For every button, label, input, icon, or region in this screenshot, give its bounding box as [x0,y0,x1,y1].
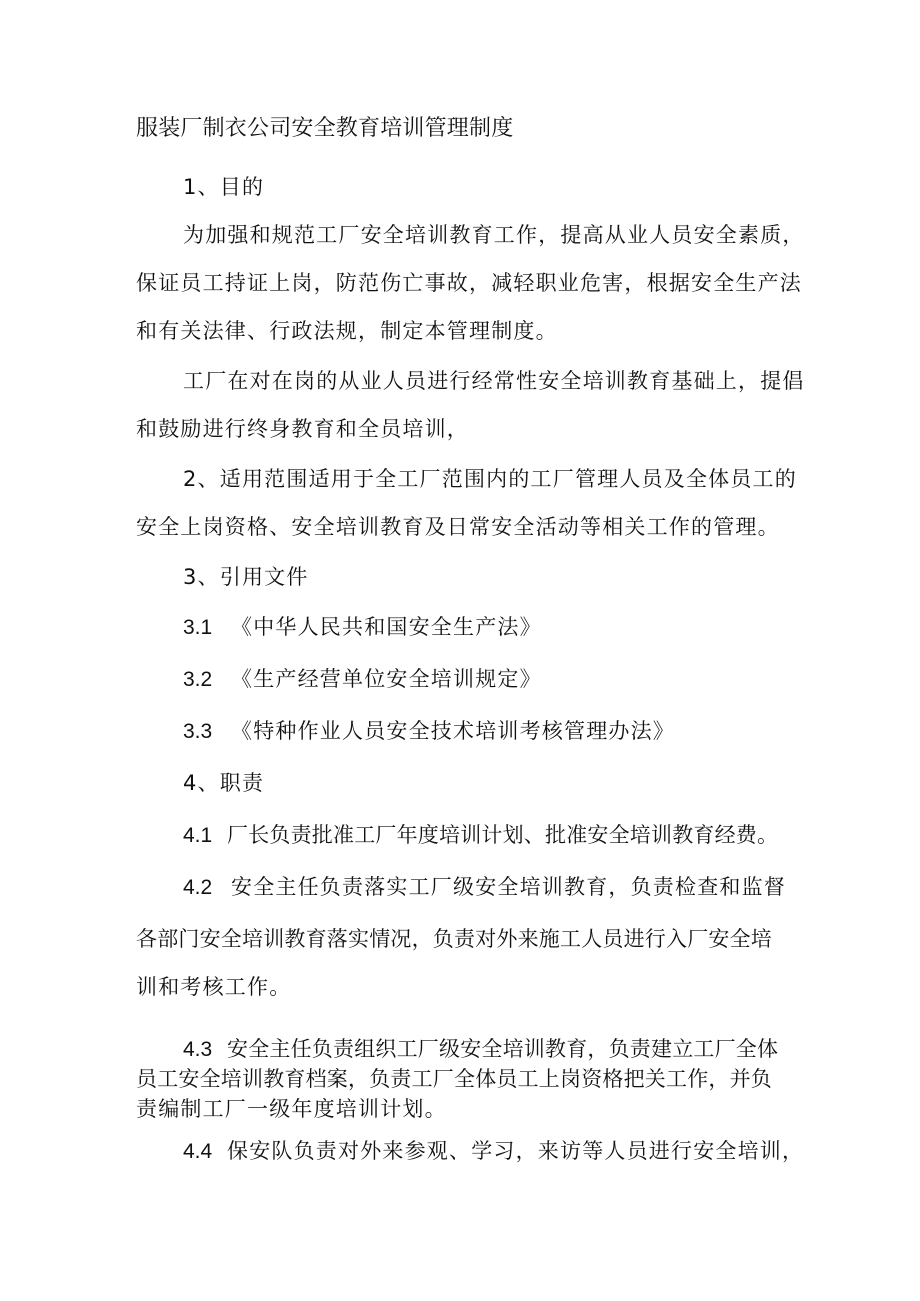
section-1-paragraph-2-line-2: 和鼓励进行终身教育和全员培训， [136,417,469,441]
reference-item-3-1 [183,612,796,643]
duty-number: 4.4 [183,1140,213,1163]
duty-item-4-1 [183,820,796,851]
reference-number: 3.2 [183,668,213,691]
duty-item-4-2-line-3: 训和考核工作。 [136,975,292,999]
duty-item-4-3-line-2: 员工安全培训教育档案，负责工厂全体员工上岗资格把关工作，并负 [136,1067,772,1091]
reference-item-3-2 [183,664,796,695]
section-1-paragraph-1-line-1: 为加强和规范工厂安全培训教育工作，提高从业人员安全素质， [183,223,805,247]
duty-item-4-3-line-1 [183,1034,796,1065]
duty-number: 4.1 [183,824,213,847]
duty-item-4-3-line-3: 责编制工厂一级年度培训计划。 [136,1097,447,1121]
duty-text: 安全主任负责组织工厂级安全培训教育，负责建立工厂全体 [227,1037,779,1061]
duty-item-4-2-line-2: 各部门安全培训教育落实情况，负责对外来施工人员进行入厂安全培 [136,927,772,951]
duty-number: 4.2 [183,876,213,899]
section-2-line-2: 安全上岗资格、安全培训教育及日常安全活动等相关工作的管理。 [136,515,780,539]
section-4-heading: 4、职责 [183,771,265,795]
duty-item-4-4 [183,1136,805,1167]
duty-text: 安全主任负责落实工厂级安全培训教育，负责检查和监督 [231,875,786,899]
reference-number: 3.1 [183,616,213,639]
reference-title: 《中华人民共和国安全生产法》 [231,615,542,639]
section-1-paragraph-1-line-3: 和有关法律、行政法规，制定本管理制度。 [136,319,558,343]
reference-title: 《特种作业人员安全技术培训考核管理办法》 [231,719,675,743]
reference-item-3-3 [183,716,796,747]
reference-title: 《生产经营单位安全培训规定》 [231,667,542,691]
duty-item-4-2-line-1 [183,872,796,903]
reference-number: 3.3 [183,720,213,743]
document-title: 服装厂制衣公司安全教育培训管理制度 [136,116,514,141]
section-2-line-1: 2、适用范围适用于全工厂范围内的工厂管理人员及全体员工的 [183,467,797,491]
section-1-paragraph-2-line-1: 工厂在对在岗的从业人员进行经常性安全培训教育基础上，提倡 [183,369,805,393]
duty-number: 4.3 [183,1038,213,1061]
section-1-paragraph-1-line-2: 保证员工持证上岗，防范伤亡事故，减轻职业危害，根据安全生产法 [136,271,802,295]
duty-text: 保安队负责对外来参观、学习，来访等人员进行安全培训， [227,1139,805,1163]
section-1-heading: 1、目的 [183,175,265,199]
duty-text: 厂长负责批准工厂年度培训计划、批准安全培训教育经费。 [227,823,779,847]
section-3-heading: 3、引用文件 [183,565,309,589]
